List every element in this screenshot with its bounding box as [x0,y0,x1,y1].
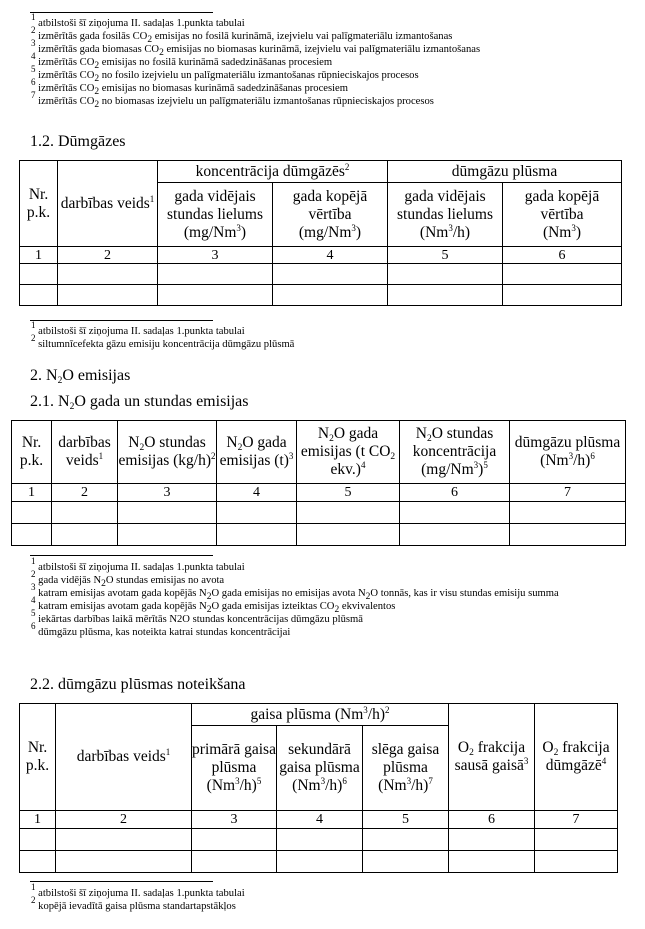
table-row [20,851,618,873]
col-header-5: $N_2O$ gada emisijas (t $CO_2$ ekv.)$^4$ [297,421,400,484]
table-cell[interactable] [388,285,503,306]
col-number: 5 [388,247,503,264]
table-cell[interactable] [20,851,56,873]
footnote-4: $^4$ izmērītās $CO_2$ emisijas no fosilā kurināmā sadedzināšanas procesiem [31,51,333,71]
footnote-2: $^2$ izmērītās gada fosilās $CO_2$ emisijas no fosilā kurināmā, izejvielu vai palīgmateriālu izmantošanas [31,25,453,45]
footnote-6: $^6$ izmērītās $CO_2$ emisijas no biomasas kurināmā sadedzināšanas procesiem [31,77,348,97]
footnote-1: $^1$ atbilstoši šī ziņojuma II. sadaļas 1.punkta tabulai [31,882,245,899]
col-number: 6 [503,247,622,264]
table-row [20,285,622,306]
footnote-4: $^4$ katram emisijas avotam gada kopējās $N_2O$ gada emisijas izteiktas $CO_2$ ekvivalentos [31,595,396,615]
footnote-1: $^1$ atbilstoši šī ziņojuma II. sadaļas 1.punkta tabulai [31,556,245,573]
col-header-3: $N_2O$ stundas emisijas $(kg/h)^2$ [118,421,217,484]
col-header-nr: Nr. p.k. [20,704,56,811]
footnote-2: $^2$ gada vidējās $N_2O$ stundas emisijas no avota [31,569,225,589]
table-cell[interactable] [192,829,277,851]
table-cell[interactable] [277,829,363,851]
table-cell[interactable] [277,851,363,873]
table-cell[interactable] [52,502,118,524]
table-cell[interactable] [158,264,273,285]
table-cell[interactable] [363,829,449,851]
footnote-5: $^5$ iekārtas darbības laikā mērītās N2O stundas koncentrācijas dūmgāzu plūsmā [31,608,363,625]
table-cell[interactable] [400,502,510,524]
table-row [12,502,626,524]
table-cell[interactable] [363,851,449,873]
table-cell[interactable] [273,285,388,306]
table-cell[interactable] [503,285,622,306]
table-cell[interactable] [12,524,52,546]
col-header-nr: Nr. p.k. [20,161,58,247]
col-number: 5 [297,484,400,502]
section-heading-1-2: 1.2. Dūmgāzes [30,133,126,150]
col-header-6: $O_2$ frakcija sausā gaisā$^3$ [449,704,535,811]
col-header-3: primārā gaisa plūsma $(Nm^3/h)^5$ [192,726,277,811]
footnote-6: $^6$ dūmgāzu plūsma, kas noteikta katrai stundas koncentrācijai [31,621,291,638]
table-cell[interactable] [217,524,297,546]
section-heading-2-2: 2.2. dūmgāzu plūsmas noteikšana [30,676,246,693]
table-cell[interactable] [12,502,52,524]
footnote-rule [30,12,213,13]
col-number: 2 [56,811,192,829]
group-header-air-flow: gaisa plūsma $(Nm^3/h)^2$ [192,704,449,726]
table-row [20,829,618,851]
footnotes-top [31,12,481,110]
footnote-3: $^3$ izmērītās gada biomasas $CO_2$ emisijas no biomasas kurināmā, izejvielu vai palīgmateriālu izmantošanas [31,38,481,58]
table-cell[interactable] [297,502,400,524]
col-header-activity: darbības veids$^1$ [56,704,192,811]
table-cell[interactable] [535,851,618,873]
col-header-activity: darbības veids$^1$ [58,161,158,247]
col-number: 4 [273,247,388,264]
col-header-4: gada kopējā vērtība (mg/Nm$^3$) [273,183,388,247]
col-number: 1 [20,247,58,264]
group-header-flue-flow: dūmgāzu plūsma [388,161,622,183]
col-number: 4 [277,811,363,829]
col-header-3: gada vidējais stundas lielums (mg/Nm$^3$) [158,183,273,247]
section-heading-2-1: 2.1. $N_2O$ gada un stundas emisijas [30,393,249,412]
table-cell[interactable] [217,502,297,524]
footnote-1: $^1$ atbilstoši šī ziņojuma II. sadaļas 1.punkta tabulai [31,12,245,29]
col-number: 2 [52,484,118,502]
col-number: 7 [510,484,626,502]
group-header-concentration: koncentrācija dūmgāzēs$^2$ [158,161,388,183]
col-header-5: slēga gaisa plūsma $(Nm^3/h)^7$ [363,726,449,811]
table-cell[interactable] [388,264,503,285]
table-cell[interactable] [400,524,510,546]
col-header-7: $O_2$ frakcija dūmgāzē$^4$ [535,704,618,811]
col-number: 7 [535,811,618,829]
section-heading-2: 2. $N_2O$ emisijas [30,367,131,386]
footnotes-2-1 [31,556,615,639]
table-cell[interactable] [56,829,192,851]
col-header-nr: Nr. p.k. [12,421,52,484]
col-header-6: gada kopējā vērtība (Nm$^3$) [503,183,622,247]
col-number: 2 [58,247,158,264]
table-cell[interactable] [20,829,56,851]
footnotes-2-2 [31,882,245,913]
col-number: 1 [12,484,52,502]
footnote-rule [30,555,213,556]
table-cell[interactable] [56,851,192,873]
col-header-4: $N_2O$ gada emisijas $(t)^3$ [217,421,297,484]
table-cell[interactable] [503,264,622,285]
col-number: 1 [20,811,56,829]
table-cell[interactable] [58,285,158,306]
col-header-5: gada vidējais stundas lielums (Nm$^3$/h) [388,183,503,247]
col-number: 5 [363,811,449,829]
n2o-emissions-table [11,420,626,546]
table-cell[interactable] [20,264,58,285]
table-cell[interactable] [510,502,626,524]
table-cell[interactable] [118,502,217,524]
col-header-activity: darbības veids$^1$ [52,421,118,484]
table-cell[interactable] [535,829,618,851]
col-number: 3 [118,484,217,502]
flue-gas-table [19,160,622,306]
table-row [12,524,626,546]
table-cell[interactable] [510,524,626,546]
col-number: 6 [400,484,510,502]
table-cell[interactable] [158,285,273,306]
col-header-7: dūmgāzu plūsma $(Nm^3/h)^6$ [510,421,626,484]
table-cell[interactable] [52,524,118,546]
col-header-4: sekundārā gaisa plūsma $(Nm^3/h)^6$ [277,726,363,811]
footnote-2: $^2$ kopējā ievadītā gaisa plūsma standartapstākļos [31,895,236,912]
table-cell[interactable] [449,829,535,851]
table-row [20,264,622,285]
footnote-2: $^2$ siltumnīcefekta gāzu emisiju koncentrācija dūmgāzu plūsmā [31,333,295,350]
table-cell[interactable] [20,285,58,306]
table-cell[interactable] [449,851,535,873]
table-cell[interactable] [118,524,217,546]
flue-flow-determination-table [19,703,618,873]
col-number: 6 [449,811,535,829]
col-number: 3 [158,247,273,264]
table-cell[interactable] [297,524,400,546]
col-number: 3 [192,811,277,829]
table-cell[interactable] [192,851,277,873]
table-cell[interactable] [273,264,388,285]
footnote-7: $^7$ izmērītās $CO_2$ no biomasas izejvielu un palīgmateriālu izmantošanas rūpnieciskajos procesos [31,90,434,110]
footnote-3: $^3$ katram emisijas avotam gada kopējās $N_2O$ gada emisijas no emisijas avota $N_2O$ tonnās, kas ir visu stundas emisiju summa [31,582,559,602]
col-header-6: $N_2O$ stundas koncentrācija $(mg/Nm^3)^5$ [400,421,510,484]
footnote-1: $^1$ atbilstoši šī ziņojuma II. sadaļas 1.punkta tabulai [31,320,245,337]
footnotes-1-2 [31,320,295,351]
table-cell[interactable] [58,264,158,285]
footnote-5: $^5$ izmērītās $CO_2$ no fosilo izejvielu un palīgmateriālu izmantošanas rūpnieciskajos procesos [31,64,419,84]
footnote-rule [30,320,213,321]
footnote-rule [30,881,213,882]
col-number: 4 [217,484,297,502]
